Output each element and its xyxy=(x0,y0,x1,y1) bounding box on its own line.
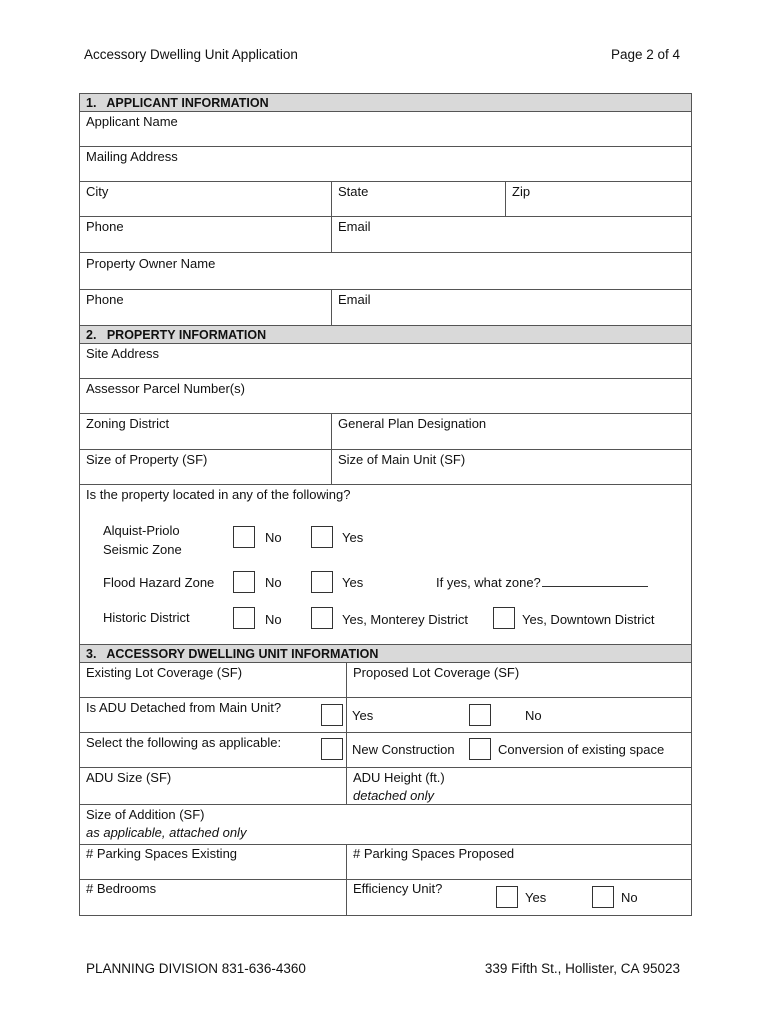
flood-label: Flood Hazard Zone xyxy=(103,575,215,590)
parking-proposed-field[interactable] xyxy=(346,845,691,879)
size-property-field[interactable] xyxy=(80,450,331,484)
detached-no-label: No xyxy=(525,708,542,723)
email-field[interactable] xyxy=(331,217,691,252)
detached-no-checkbox[interactable] xyxy=(469,704,491,726)
adu-height-label: ADU Height (ft.) xyxy=(353,770,445,785)
section-adu-heading: 3. ACCESSORY DWELLING UNIT INFORMATION xyxy=(80,644,691,663)
flood-zone-input[interactable] xyxy=(542,575,648,587)
hazard-question: Is the property located in any of the following? xyxy=(86,487,351,502)
adu-height-field[interactable] xyxy=(346,768,691,804)
apn-label: Assessor Parcel Number(s) xyxy=(86,381,245,396)
site-address-label: Site Address xyxy=(86,346,159,361)
addition-label: Size of Addition (SF) xyxy=(86,807,205,822)
section-applicant-heading: 1. APPLICANT INFORMATION xyxy=(80,93,691,112)
size-property-label: Size of Property (SF) xyxy=(86,452,208,467)
footer-planning-division: PLANNING DIVISION 831-636-4360 xyxy=(86,961,306,976)
bedrooms-label: # Bedrooms xyxy=(86,881,157,896)
historic-downtown-checkbox[interactable] xyxy=(493,607,515,629)
alquist-no-checkbox[interactable] xyxy=(233,526,255,548)
zoning-field[interactable] xyxy=(80,414,331,449)
applicable-question: Select the following as applicable: xyxy=(86,735,282,750)
parking-row xyxy=(80,845,691,880)
mailing-address-row xyxy=(80,147,691,182)
existing-lot-label: Existing Lot Coverage (SF) xyxy=(86,665,243,680)
parking-existing-field[interactable] xyxy=(80,845,346,879)
historic-monterey-label: Yes, Monterey District xyxy=(342,612,468,627)
phone-field[interactable] xyxy=(80,217,331,252)
mailing-address-field[interactable] xyxy=(80,147,691,181)
historic-no-checkbox[interactable] xyxy=(233,607,255,629)
document-title: Accessory Dwelling Unit Application xyxy=(84,47,298,62)
hazard-zones-cell xyxy=(80,485,691,644)
addition-field[interactable] xyxy=(80,805,691,844)
applicable-row xyxy=(80,733,691,768)
apn-field[interactable] xyxy=(80,379,691,413)
applicable-question-cell xyxy=(80,733,346,767)
phone-email-row xyxy=(80,217,691,253)
efficiency-yes-label: Yes xyxy=(525,890,547,905)
flood-yes-label: Yes xyxy=(342,575,364,590)
section-property-heading: 2. PROPERTY INFORMATION xyxy=(80,325,691,344)
alquist-no-label: No xyxy=(265,530,282,545)
conversion-label: Conversion of existing space xyxy=(498,742,665,757)
general-plan-field[interactable] xyxy=(331,414,691,449)
apn-row xyxy=(80,379,691,414)
owner-phone-email-row xyxy=(80,290,691,325)
applicant-name-row xyxy=(80,112,691,147)
efficiency-question: Efficiency Unit? xyxy=(353,881,443,896)
owner-phone-field[interactable] xyxy=(80,290,331,325)
flood-yes-checkbox[interactable] xyxy=(311,571,333,593)
parking-existing-label: # Parking Spaces Existing xyxy=(86,846,238,861)
city-state-zip-row xyxy=(80,182,691,217)
state-label: State xyxy=(338,184,369,199)
flood-zone-prompt-text: If yes, what zone? xyxy=(436,575,541,590)
bedrooms-field[interactable] xyxy=(80,880,346,915)
footer-address: 339 Fifth St., Hollister, CA 95023 xyxy=(484,961,680,976)
owner-email-label: Email xyxy=(338,292,371,307)
new-construction-checkbox[interactable] xyxy=(321,738,343,760)
zoning-label: Zoning District xyxy=(86,416,170,431)
alquist-yes-label: Yes xyxy=(342,530,364,545)
zip-label: Zip xyxy=(512,184,531,199)
site-address-field[interactable] xyxy=(80,344,691,378)
efficiency-no-checkbox[interactable] xyxy=(592,886,614,908)
addition-note: as applicable, attached only xyxy=(86,825,247,840)
detached-options-cell xyxy=(346,698,691,732)
detached-row xyxy=(80,698,691,733)
existing-lot-field[interactable] xyxy=(80,663,346,697)
owner-phone-label: Phone xyxy=(86,292,124,307)
historic-no-label: No xyxy=(265,612,282,627)
historic-label: Historic District xyxy=(103,610,190,625)
state-field[interactable] xyxy=(331,182,505,216)
efficiency-cell xyxy=(346,880,691,915)
size-main-field[interactable] xyxy=(331,450,691,484)
efficiency-no-label: No xyxy=(621,890,638,905)
new-construction-label: New Construction xyxy=(352,742,455,757)
owner-name-row xyxy=(80,253,691,290)
alquist-yes-checkbox[interactable] xyxy=(311,526,333,548)
size-row xyxy=(80,450,691,485)
city-label: City xyxy=(86,184,109,199)
applicant-name-label: Applicant Name xyxy=(86,114,178,129)
detached-question-cell xyxy=(80,698,346,732)
owner-email-field[interactable] xyxy=(331,290,691,325)
hazard-zones-block xyxy=(80,485,691,644)
size-main-label: Size of Main Unit (SF) xyxy=(338,452,466,467)
zoning-row xyxy=(80,414,691,450)
general-plan-label: General Plan Designation xyxy=(338,416,487,431)
page-number: Page 2 of 4 xyxy=(610,47,680,62)
adu-size-label: ADU Size (SF) xyxy=(86,770,172,785)
zip-field[interactable] xyxy=(505,182,691,216)
historic-monterey-checkbox[interactable] xyxy=(311,607,333,629)
adu-height-note: detached only xyxy=(353,788,434,803)
detached-yes-checkbox[interactable] xyxy=(321,704,343,726)
flood-zone-prompt xyxy=(436,574,648,592)
alquist-label-line2: Seismic Zone xyxy=(103,542,182,557)
city-field[interactable] xyxy=(80,182,331,216)
alquist-label-line1: Alquist-Priolo xyxy=(103,523,180,538)
flood-no-checkbox[interactable] xyxy=(233,571,255,593)
parking-proposed-label: # Parking Spaces Proposed xyxy=(353,846,515,861)
applicant-name-field[interactable] xyxy=(80,112,691,146)
email-label: Email xyxy=(338,219,371,234)
detached-yes-label: Yes xyxy=(352,708,374,723)
phone-label: Phone xyxy=(86,219,124,234)
bedrooms-row xyxy=(80,880,691,915)
owner-name-label: Property Owner Name xyxy=(86,256,216,271)
addition-row xyxy=(80,805,691,845)
proposed-lot-field[interactable] xyxy=(346,663,691,697)
owner-name-field[interactable] xyxy=(80,253,691,289)
application-form xyxy=(79,93,692,916)
proposed-lot-label: Proposed Lot Coverage (SF) xyxy=(353,665,520,680)
detached-question: Is ADU Detached from Main Unit? xyxy=(86,700,282,715)
historic-downtown-label: Yes, Downtown District xyxy=(522,612,655,627)
efficiency-yes-checkbox[interactable] xyxy=(496,886,518,908)
conversion-checkbox[interactable] xyxy=(469,738,491,760)
adu-size-field[interactable] xyxy=(80,768,346,804)
adu-size-row xyxy=(80,768,691,805)
mailing-address-label: Mailing Address xyxy=(86,149,178,164)
site-address-row xyxy=(80,344,691,379)
flood-no-label: No xyxy=(265,575,282,590)
alquist-label xyxy=(103,521,182,559)
lot-coverage-row xyxy=(80,663,691,698)
